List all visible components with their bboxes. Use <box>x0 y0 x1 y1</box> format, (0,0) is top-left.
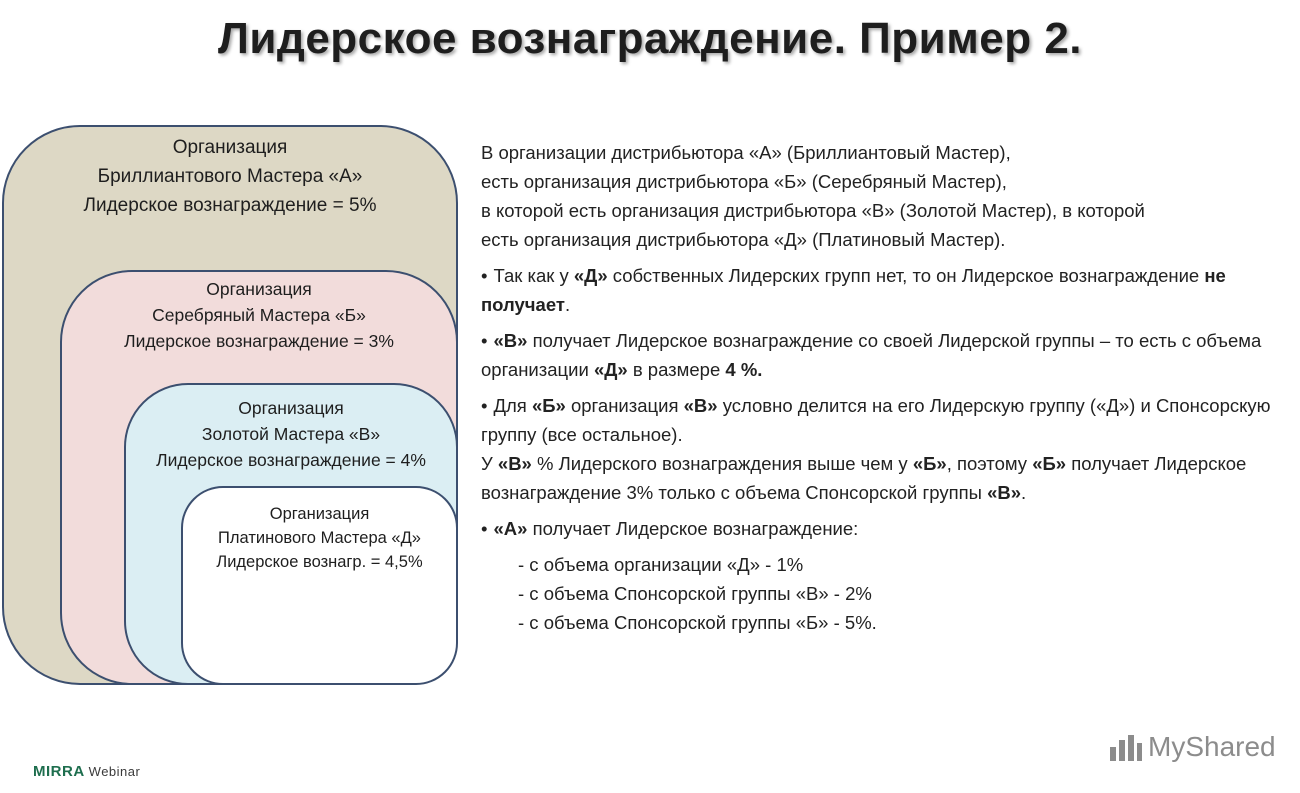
text-run: условно делится на его Лидерскую группу («Д») и Спонсорскую группу (все остальное). <box>481 395 1271 445</box>
box-label-line: Золотой Мастера «В» <box>201 424 381 444</box>
text-run-bold: «Д» <box>573 265 608 286</box>
text-run: . <box>1021 482 1027 503</box>
text-run-bold: 4 %. <box>725 359 763 380</box>
reward-breakdown-list <box>481 550 1281 637</box>
box-label-line: Организация <box>269 505 370 523</box>
list-item: - с объема Спонсорской группы «Б» - 5%. <box>518 612 877 633</box>
text-run-bold: «В» <box>683 395 718 416</box>
intro-line: есть организация дистрибьютора «Д» (Платиновый Мастер). <box>481 229 1006 250</box>
text-run-bold: «Б» <box>531 395 566 416</box>
webinar-logo-text: Webinar <box>88 764 141 779</box>
text-run: получает Лидерское вознаграждение 3% только с объема Спонсорской группы <box>481 453 1247 503</box>
text-run-bold: «А» <box>493 518 528 539</box>
text-run: в размере <box>627 359 726 380</box>
text-run: Так как у <box>493 265 574 286</box>
bullet-v-reward <box>481 326 1281 384</box>
box-label-line: Лидерское вознаграждение = 3% <box>124 331 394 351</box>
text-run: организация <box>565 395 684 416</box>
text-run: получает Лидерское вознаграждение: <box>527 518 859 539</box>
mirra-webinar-logo <box>33 763 140 780</box>
text-run: собственных Лидерских групп нет, то он Лидерское вознаграждение <box>607 265 1205 286</box>
explanation-text <box>481 138 1281 644</box>
intro-paragraph <box>481 138 1281 254</box>
box-label-line: Лидерское вознаграждение = 4% <box>156 450 426 470</box>
bullet-b-split <box>481 391 1281 507</box>
box-label-line: Организация <box>238 398 344 418</box>
platinum-master-organization-box <box>181 486 458 685</box>
intro-line: В организации дистрибьютора «А» (Бриллиантовый Мастер), <box>481 142 1011 163</box>
text-run: . <box>564 294 571 315</box>
myshared-logo <box>1108 730 1276 764</box>
text-run-bold: «В» <box>987 482 1022 503</box>
box-label-line: Организация <box>172 137 288 158</box>
slide-title: Лидерское вознаграждение. Пример 2. <box>217 14 1083 63</box>
text-run: Для <box>493 395 532 416</box>
box-label-line: Платинового Мастера «Д» <box>218 529 421 547</box>
box-label-line: Лидерское вознаграждение = 5% <box>83 195 377 216</box>
box-label-line: Лидерское вознагр. = 4,5% <box>216 553 423 571</box>
intro-line: в которой есть организация дистрибьютора «В» (Золотой Мастер), в которой <box>481 200 1145 221</box>
box-label-line: Организация <box>206 279 312 299</box>
text-run: % Лидерского вознаграждения выше чем у <box>531 453 913 474</box>
text-run-bold: «Б» <box>1032 453 1067 474</box>
text-run-bold: «В» <box>493 330 528 351</box>
box-label-line: Серебряный Мастера «Б» <box>152 305 366 325</box>
myshared-chart-icon <box>1108 731 1144 763</box>
bullet-d-no-reward <box>481 261 1281 319</box>
myshared-logo-text: MyShared <box>1148 731 1276 762</box>
text-run-bold: не получает <box>481 265 1226 315</box>
text-run-bold: «Д» <box>593 359 628 380</box>
list-item: - с объема организации «Д» - 1% <box>518 554 804 575</box>
intro-line: есть организация дистрибьютора «Б» (Серебряный Мастер), <box>481 171 1007 192</box>
text-run: , поэтому <box>946 453 1033 474</box>
list-item: - с объема Спонсорской группы «В» - 2% <box>518 583 872 604</box>
text-run: получает Лидерское вознаграждение со своей Лидерской группы – то есть с объема организации <box>481 330 1262 380</box>
mirra-logo-text: MIRRA <box>33 763 85 780</box>
box-label-line: Бриллиантового Мастера «А» <box>97 166 363 187</box>
text-run-bold: «Б» <box>912 453 947 474</box>
text-run-bold: «В» <box>497 453 532 474</box>
bullet-a-reward <box>481 514 1281 543</box>
text-run: У <box>481 453 498 474</box>
